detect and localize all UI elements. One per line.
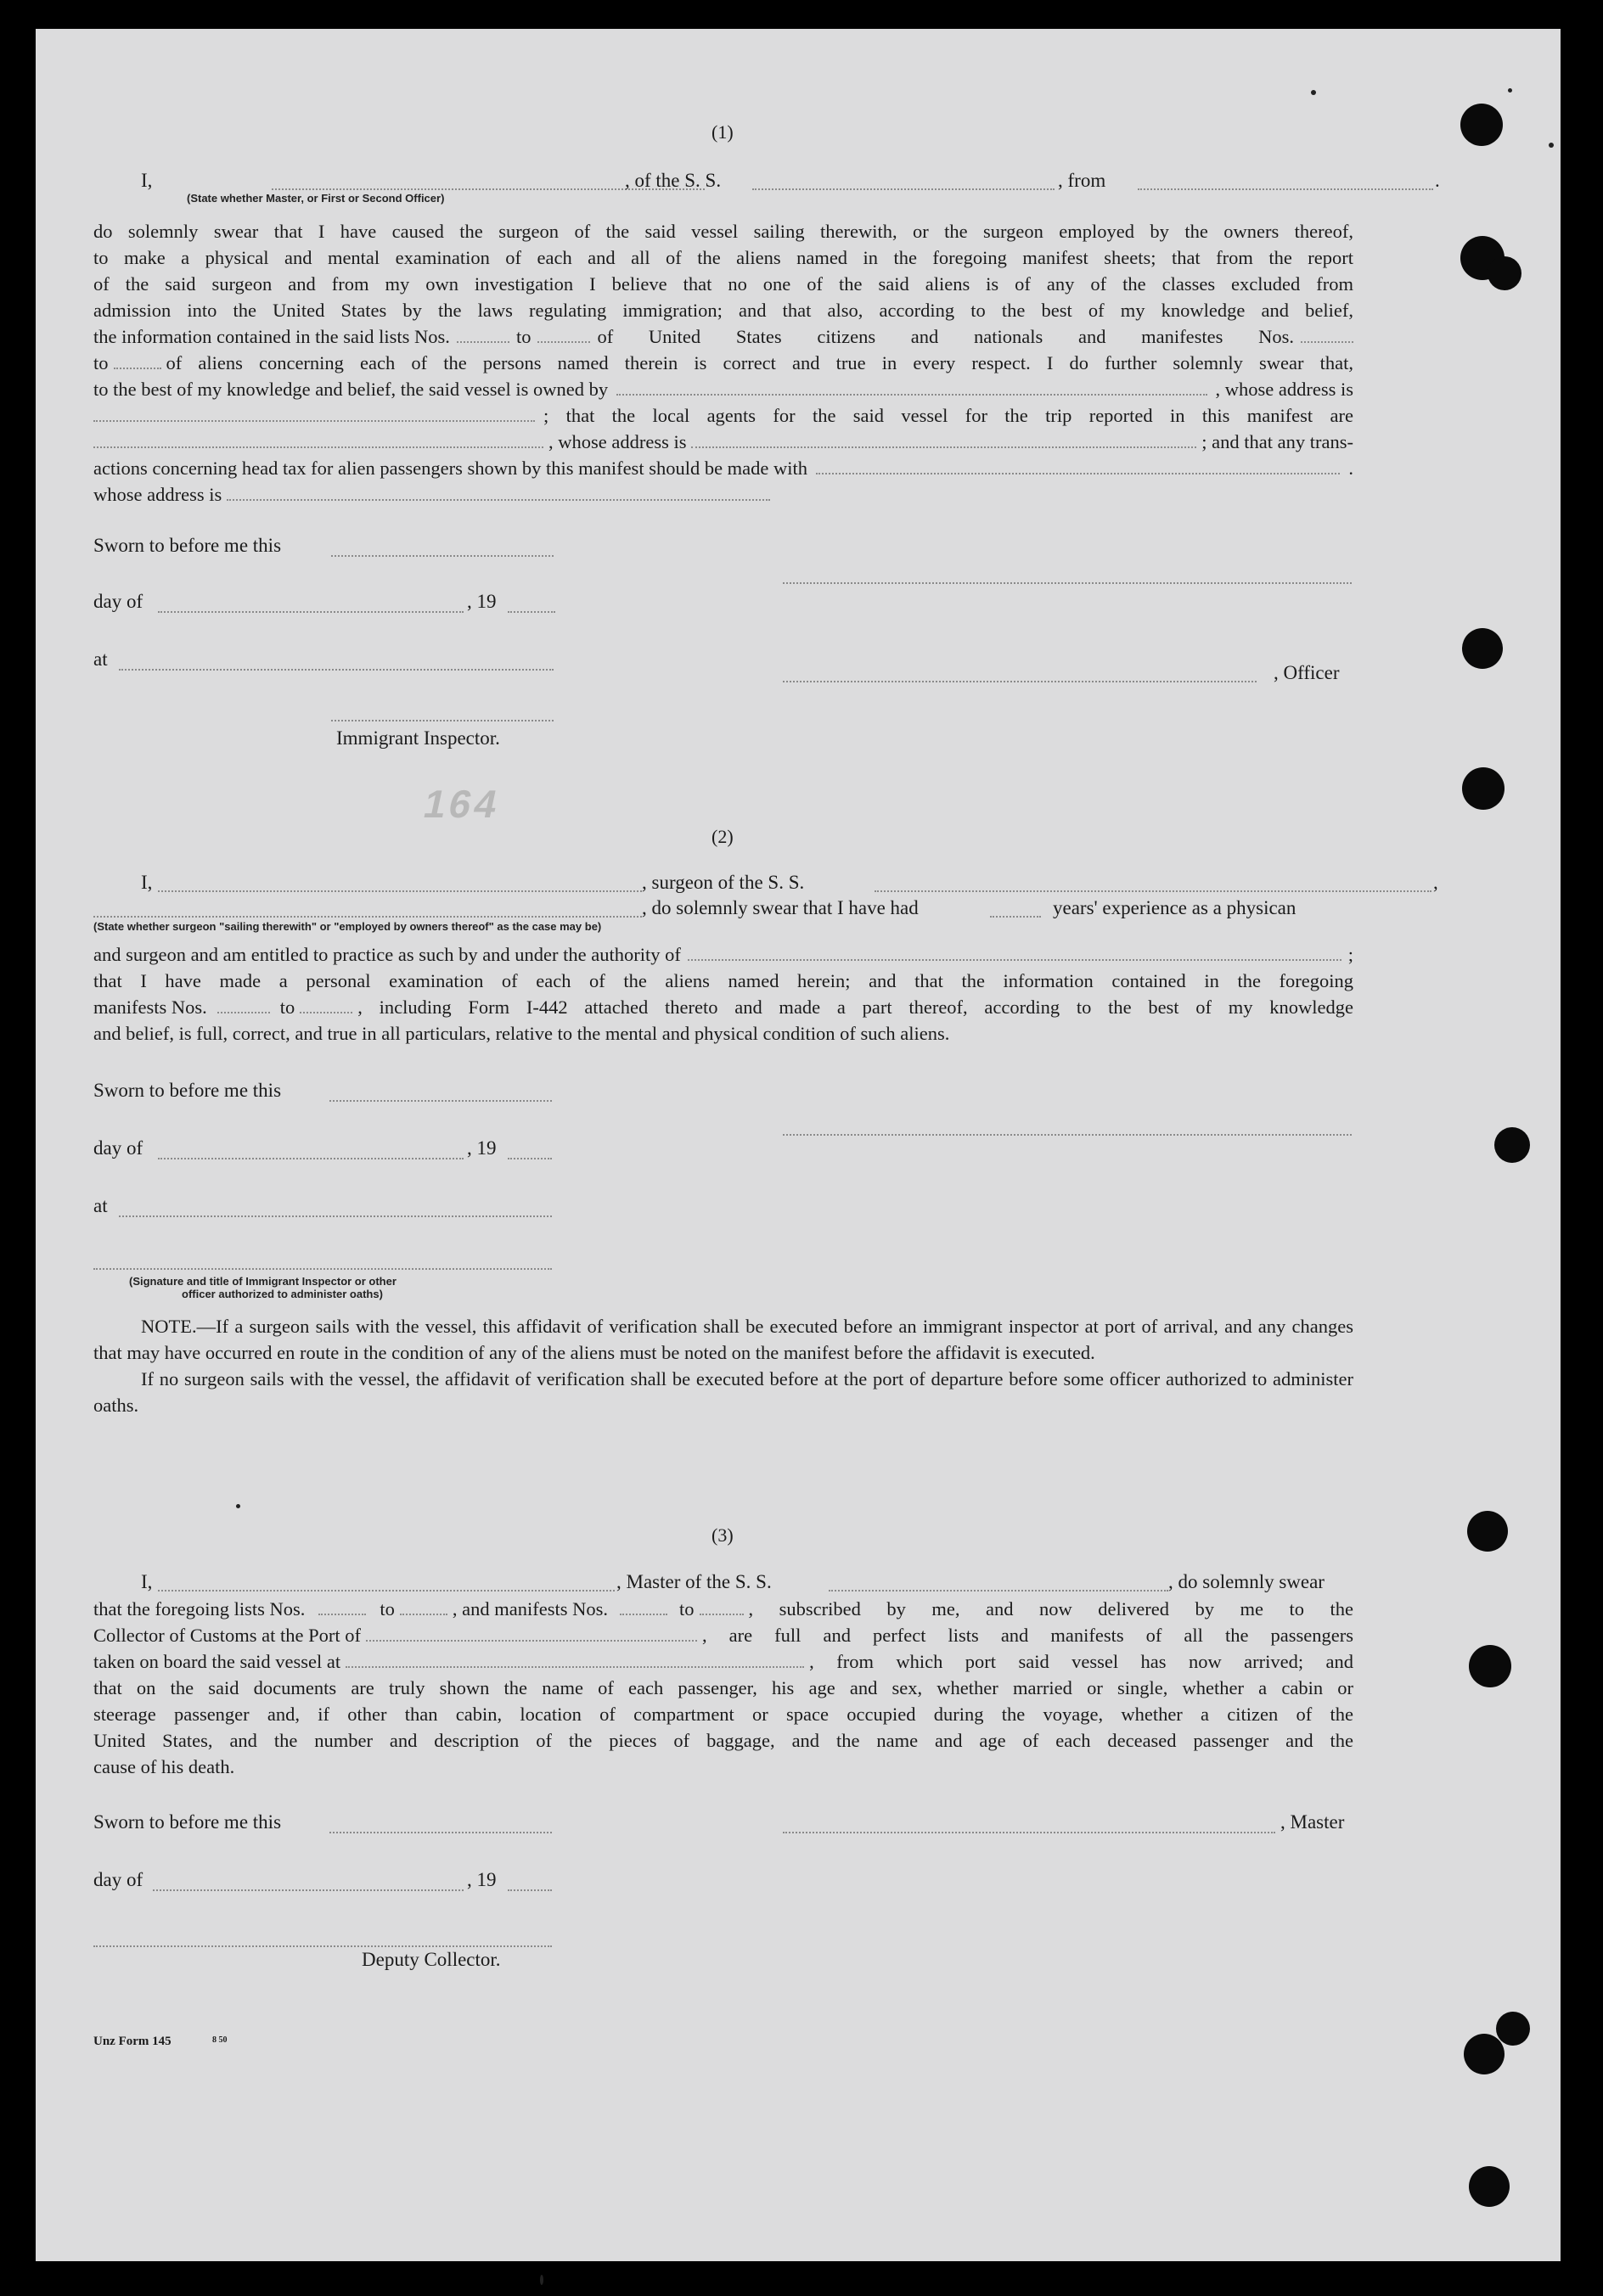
speck — [1508, 88, 1512, 93]
punch-hole — [1494, 1127, 1530, 1163]
speck — [1311, 90, 1316, 95]
signature-line[interactable] — [783, 581, 1352, 584]
section-1-number: (1) — [712, 121, 734, 143]
s3-master: , Master — [1280, 1811, 1345, 1833]
speck — [540, 2275, 543, 2285]
blank-field[interactable] — [400, 1598, 447, 1615]
blank-field[interactable] — [537, 326, 590, 343]
signature-line[interactable] — [783, 1830, 1275, 1833]
blank-field[interactable] — [816, 458, 1340, 474]
s2-note: (State whether surgeon "sailing therewith" or "employed by owners thereof" as the case may be) — [93, 920, 602, 933]
s1-paragraph: do solemnly swear that I have caused the surgeon of the said vessel sailing therewith, or the surgeon employed by the owners thereof, to make a physical and mental examination of each and all of the aliens named in the foregoing manifest sheets; that from the report of the said surgeon and from my own investigation I believe that no one of the said aliens is of any of the classes excluded from admission into the United States by the laws regulating immigration; and that also, according to the best of my knowledge and belief, the information contained in the said lists Nos. to of United States citizens and nationals and manifestes Nos. to of aliens concerning each of the persons named therein is correct and true in every respect. I do further solemnly swear that, to the best of my knowledge and belief, the said vessel is owned by , whose address is ; that the local agents for the said vessel for the trip reported in this manifest are , whose address is ; and that any trans- actions concerning head tax for alien passengers shown by this manifest should be made with . whose address is — [93, 221, 1353, 505]
blank-field[interactable] — [366, 1625, 697, 1642]
punch-hole — [1464, 2034, 1505, 2074]
blank-field[interactable] — [158, 1588, 615, 1591]
signature-line[interactable] — [783, 679, 1257, 682]
s2-dayof: day of — [93, 1137, 143, 1159]
s1-sworn: Sworn to before me this — [93, 535, 282, 556]
blank-field[interactable] — [616, 379, 1206, 396]
punch-hole — [1462, 767, 1505, 810]
speck — [1549, 143, 1554, 148]
form-code: 8 50 — [212, 2035, 228, 2045]
blank-field[interactable] — [329, 1098, 552, 1102]
punch-hole — [1467, 1511, 1508, 1552]
blank-field[interactable] — [700, 1598, 744, 1615]
blank-field[interactable] — [331, 553, 554, 557]
blank-field[interactable] — [508, 1888, 552, 1891]
blank-field[interactable] — [752, 187, 1055, 190]
s2-nineteen: , 19 — [467, 1137, 497, 1159]
s2-paragraph: and surgeon and am entitled to practice as such by and under the authority of ; that I have made a personal examination of each of the aliens named herein; and that the information contained in the foregoing manifests Nos. to , including Form I-442 attached thereto and made a part thereof, according to the best of my knowledge and belief, is full, correct, and true in all particulars, relative to the mental and physical condition of such aliens. — [93, 944, 1353, 1044]
s1-dayof: day of — [93, 591, 143, 612]
blank-field[interactable] — [508, 609, 555, 613]
faint-stamp: 164 — [419, 782, 505, 826]
s3-sworn: Sworn to before me this — [93, 1811, 282, 1833]
signature-line[interactable] — [93, 1944, 552, 1947]
blank-field[interactable] — [875, 889, 1431, 892]
blank-field[interactable] — [93, 405, 535, 422]
blank-field[interactable] — [990, 914, 1041, 918]
s1-nineteen: , 19 — [467, 591, 497, 612]
blank-field[interactable] — [227, 484, 770, 501]
blank-field[interactable] — [688, 944, 1341, 961]
blank-field[interactable] — [457, 326, 509, 343]
s1-at: at — [93, 648, 108, 670]
punch-hole — [1496, 2012, 1530, 2046]
s2-sig-note-2: officer authorized to administer oaths) — [182, 1288, 383, 1300]
punch-hole — [1469, 1645, 1511, 1687]
signature-line[interactable] — [783, 1132, 1352, 1136]
s3-nineteen: , 19 — [467, 1869, 497, 1890]
s1-officer: , Officer — [1274, 662, 1340, 683]
blank-field[interactable] — [119, 1214, 552, 1217]
blank-field[interactable] — [114, 352, 161, 369]
s2-sig-note-1: (Signature and title of Immigrant Inspector or other — [129, 1275, 397, 1288]
s1-inspector: Immigrant Inspector. — [336, 727, 500, 749]
blank-field[interactable] — [158, 609, 464, 613]
punch-hole — [1462, 628, 1503, 669]
blank-field[interactable] — [158, 1156, 464, 1159]
s3-dayof: day of — [93, 1869, 143, 1890]
blank-field[interactable] — [300, 996, 352, 1013]
signature-line[interactable] — [93, 1266, 552, 1270]
blank-field[interactable] — [508, 1156, 552, 1159]
blank-field[interactable] — [620, 1598, 667, 1615]
blank-field[interactable] — [158, 889, 642, 892]
blank-field[interactable] — [346, 1651, 804, 1668]
blank-field[interactable] — [93, 431, 543, 448]
s1-note: (State whether Master, or First or Second Officer) — [187, 192, 445, 205]
speck — [236, 1504, 240, 1508]
blank-field[interactable] — [318, 1598, 366, 1615]
punch-hole — [1488, 256, 1521, 290]
blank-field[interactable] — [829, 1588, 1168, 1591]
blank-field[interactable] — [119, 667, 554, 671]
s2-sworn: Sworn to before me this — [93, 1080, 282, 1101]
s3-deputy: Deputy Collector. — [362, 1949, 501, 1970]
blank-field[interactable] — [691, 431, 1196, 448]
blank-field[interactable] — [153, 1888, 464, 1891]
blank-field[interactable] — [93, 914, 642, 918]
blank-field[interactable] — [1301, 326, 1353, 343]
punch-hole — [1469, 2166, 1510, 2207]
s3-paragraph: that the foregoing lists Nos. to , and manifests Nos. to , subscribed by me, and now delivered by me to the Collector of Customs at the Port of , are full and perfect lists and manifests of all the passengers taken on board the said vessel at , from which port said vessel has now arrived; and that on the said documents are truly shown the name of each passenger, his age and sex, whether married or single, whether a cabin or steerage passenger and, if other than cabin, location of compartment or space occupied during the voyage, whether a citizen of the United States, and the number and description of the pieces of baggage, and the name and age of each deceased passenger and the cause of his death. — [93, 1598, 1353, 1777]
blank-field[interactable] — [217, 996, 270, 1013]
s2-at: at — [93, 1195, 108, 1216]
blank-field[interactable] — [1138, 187, 1433, 190]
form-number: Unz Form 145 — [93, 2035, 172, 2048]
s2-note-paragraphs: NOTE.—If a surgeon sails with the vessel, this affidavit of verification shall be executed before an immigrant inspector at port of arrival, and any changes that may have occurred en route in the condition of any of the aliens must be noted on the manifest before the affidavit is executed. If no surgeon sails with the vessel, the affidavit of verification shall be executed before at the port of departure before some officer authorized to administer oaths. — [93, 1316, 1353, 1416]
section-3-number: (3) — [712, 1524, 734, 1546]
punch-hole — [1460, 104, 1503, 146]
signature-line[interactable] — [331, 718, 554, 721]
section-2-number: (2) — [712, 826, 734, 847]
blank-field[interactable] — [329, 1830, 552, 1833]
